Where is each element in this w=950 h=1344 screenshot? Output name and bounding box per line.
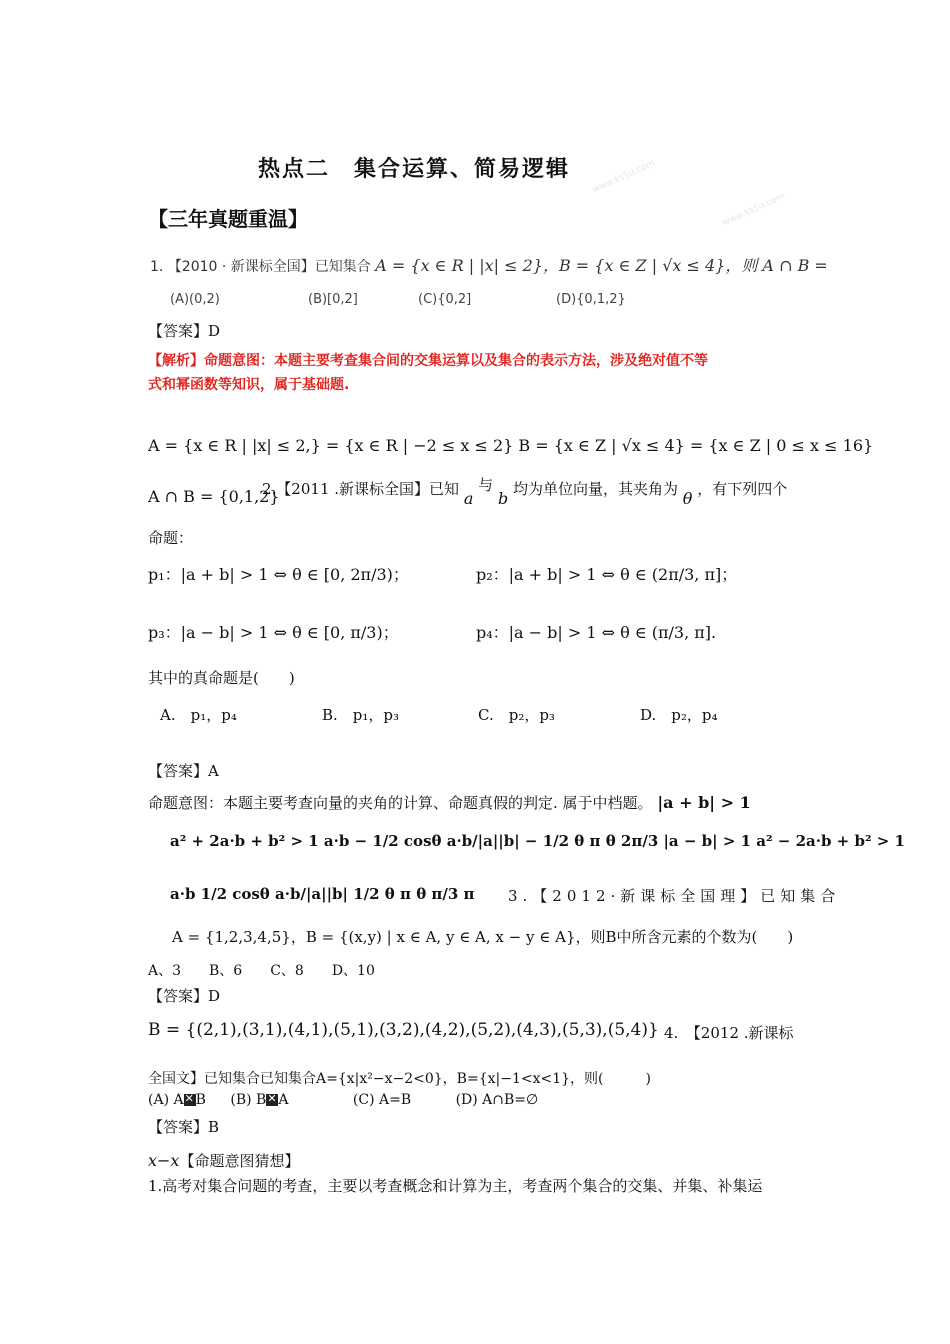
q2-stem-end: ，有下列四个	[697, 480, 788, 498]
guess-heading-text: 【命题意图猜想】	[179, 1152, 300, 1170]
q1-option-d: (D){0,1,2}	[556, 292, 626, 307]
q1-expression: A = {x ∈ R | |x| ≤ 2}，B = {x ∈ Z | √x ≤ 4}，则 A ∩ B =	[375, 256, 828, 275]
missing-symbol-icon	[266, 1094, 278, 1106]
q2-work-line1: a² + 2a·b + b² > 1 a·b − 1/2 cosθ a·b/|a||b| − 1/2 θ π θ 2π/3 |a − b| > 1 a² − 2a·b + b² > 1	[170, 832, 905, 850]
q2-proposition-p3: p₃：|a − b| > 1 ⇔ θ ∈ [0, π/3)；	[148, 623, 399, 642]
q4-option-c: (C) A=B	[352, 1092, 412, 1108]
q2-stem-line2: 命题：	[148, 529, 194, 547]
q2-answer: 【答案】A	[148, 762, 219, 780]
q3-stem-line1: 3.【2012·新课标全国理】已知集合	[508, 887, 841, 905]
guess-line1: 1.高考对集合问题的考查，主要以考查概念和计算为主，考查两个集合的交集、并集、补集运	[148, 1177, 763, 1195]
q1-analysis-line1: 【解析】命题意图：本题主要考查集合间的交集运算以及集合的表示方法，涉及绝对值不等	[148, 353, 708, 369]
q1-solution-line1: A = {x ∈ R | |x| ≤ 2,} = {x ∈ R | −2 ≤ x ≤ 2} B = {x ∈ Z | √x ≤ 4} = {x ∈ Z | 0 ≤ x ≤ 16}	[148, 436, 874, 455]
q2-stem-line1	[262, 476, 788, 508]
q4-option-d: (D) A∩B=∅	[455, 1092, 539, 1108]
q1-solution-line2: A ∩ B = {0,1,2}	[148, 487, 280, 506]
q3-answer: 【答案】D	[148, 987, 221, 1005]
watermark: www.ks5u.com	[590, 158, 657, 196]
q2-option-d: D. p₂，p₄	[640, 706, 718, 724]
theta-symbol: θ	[682, 489, 693, 508]
q4-option-a: (A) A	[148, 1092, 184, 1108]
q2-work-line2: a·b 1/2 cosθ a·b/|a||b| 1/2 θ π θ π/3 π	[170, 885, 475, 903]
q1-stem	[150, 253, 828, 276]
guess-heading	[148, 1150, 299, 1171]
q4-option-a-end: B	[195, 1092, 206, 1108]
q2-proposition-p2: p₂：|a + b| > 1 ⇔ θ ∈ (2π/3, π]；	[476, 565, 738, 584]
q2-option-b: B. p₁，p₃	[322, 706, 400, 724]
q4-stem-head: 4. 【2012 .新课标	[664, 1024, 794, 1042]
q4-options	[148, 1092, 538, 1108]
q2-yu: 与	[478, 476, 494, 494]
q2-proposition-p1: p₁：|a + b| > 1 ⇔ θ ∈ [0, 2π/3)；	[148, 565, 409, 584]
vector-a: a	[463, 489, 474, 508]
q3-solution: B = {(2,1),(3,1),(4,1),(5,1),(3,2),(4,2),(5,2),(4,3),(5,3),(5,4)}	[148, 1020, 659, 1040]
q2-intent	[148, 792, 751, 813]
page-title: 热点二 集合运算、简易逻辑	[258, 156, 571, 182]
q1-answer: 【答案】D	[148, 322, 221, 340]
missing-symbol-icon	[184, 1094, 196, 1106]
q3-stem-line2: A = {1,2,3,4,5}，B = {(x,y) | x ∈ A, y ∈ A, x − y ∈ A}，则B中所含元素的个数为( )	[172, 928, 794, 946]
vector-b: b	[497, 489, 509, 508]
q2-question: 其中的真命题是( )	[148, 669, 295, 687]
q4-option-b-end: A	[278, 1092, 289, 1108]
q2-option-a: A. p₁，p₄	[160, 706, 237, 724]
q2-stem-mid: 均为单位向量，其夹角为	[512, 480, 678, 498]
q4-stem-line2: 全国文】已知集合已知集合A={x|x²−x−2<0}，B={x|−1<x<1}，则( )	[148, 1071, 651, 1087]
q1-option-b: (B)[0,2]	[308, 292, 358, 307]
q1-prefix: 1. 【2010 · 新课标全国】已知集合	[150, 259, 371, 275]
q3-options: A、3 B、6 C、8 D、10	[148, 963, 375, 979]
q2-proposition-p4: p₄：|a − b| > 1 ⇔ θ ∈ (π/3, π].	[476, 623, 717, 642]
q1-option-c: (C){0,2]	[418, 292, 472, 307]
q4-option-b: (B) B	[230, 1092, 267, 1108]
section-heading: 【三年真题重温】	[148, 207, 308, 231]
watermark: www.ks5u.com	[720, 191, 787, 229]
guess-prefix: x−x	[148, 1151, 180, 1170]
q4-answer: 【答案】B	[148, 1118, 220, 1136]
q1-analysis-line2: 式和幂函数等知识，属于基础题.	[148, 377, 350, 393]
q2-intent-text: 命题意图：本题主要考查向量的夹角的计算、命题真假的判定. 属于中档题。	[148, 794, 653, 812]
q2-option-c: C. p₂，p₃	[478, 706, 555, 724]
q1-option-a: (A)(0,2)	[170, 292, 220, 307]
q2-intent-math: |a + b| > 1	[657, 793, 751, 812]
q2-stem-text: 2.【2011 .新课标全国】已知	[262, 480, 460, 498]
